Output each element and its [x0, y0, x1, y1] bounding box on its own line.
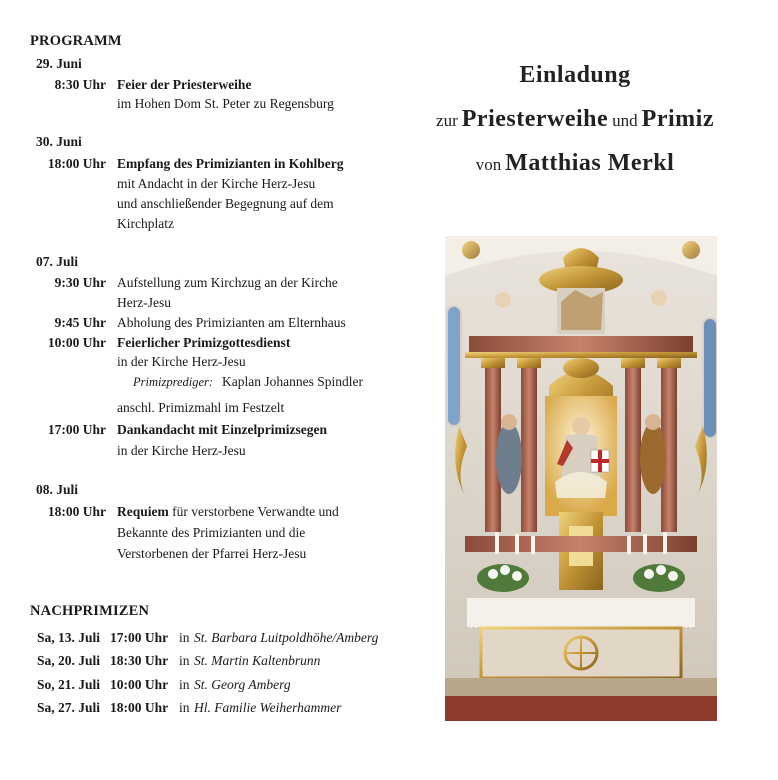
nachprimiz-time: 10:00 Uhr — [110, 677, 169, 692]
event-text: Verstorbenen der Pfarrei Herz-Jesu — [117, 546, 307, 561]
event-text: anschl. Primizmahl im Festzelt — [117, 400, 285, 415]
event-text: Kirchplatz — [117, 216, 174, 231]
event-time: 18:00 Uhr — [47, 156, 106, 171]
nachprimiz-place: St. Georg Amberg — [194, 677, 291, 692]
nachprimiz-in: in — [179, 700, 190, 715]
day-date: 07. Juli — [36, 254, 79, 269]
nachprimiz-date: Sa, 13. Juli — [37, 630, 101, 645]
event-time: 17:00 Uhr — [47, 422, 106, 437]
event-text: und anschließender Begegnung auf dem — [117, 196, 334, 211]
word-und: und — [612, 111, 638, 130]
event-time: 8:30 Uhr — [54, 77, 106, 92]
nachprimiz-place: St. Barbara Luitpoldhöhe/Amberg — [194, 630, 379, 645]
invitation-line-2 — [380, 106, 770, 133]
event-text: Bekannte des Primizianten und die — [117, 525, 306, 540]
event-title: Empfang des Primizianten in Kohlberg — [117, 156, 344, 171]
event-time: 9:45 Uhr — [54, 315, 106, 330]
nachprimiz-place: St. Martin Kaltenbrunn — [194, 653, 321, 668]
day-date: 29. Juni — [36, 56, 82, 71]
event-text-rest: für verstorbene Verwandte und — [168, 504, 339, 519]
nachprimiz-date: Sa, 20. Juli — [37, 653, 101, 668]
program-heading: PROGRAMM — [30, 33, 122, 49]
nachprimiz-time: 18:30 Uhr — [110, 653, 169, 668]
nachprimiz-place: Hl. Familie Weiherhammer — [194, 700, 342, 715]
preacher-label: Primizprediger: — [133, 375, 214, 389]
nachprimizen-heading: NACHPRIMIZEN — [30, 603, 150, 619]
altar-photo — [445, 236, 717, 721]
word-primiz: Primiz — [641, 106, 714, 132]
event-title: Feierlicher Primizgottesdienst — [117, 335, 291, 350]
event-text: Herz-Jesu — [117, 295, 171, 310]
event-text — [117, 504, 339, 520]
day-date: 08. Juli — [36, 482, 79, 497]
event-title: Feier der Priesterweihe — [117, 77, 252, 92]
invitation-title: Einladung — [519, 62, 631, 88]
event-time: 18:00 Uhr — [47, 504, 106, 519]
event-time: 9:30 Uhr — [54, 275, 106, 290]
nachprimiz-date: So, 21. Juli — [37, 677, 101, 692]
nachprimiz-in: in — [179, 677, 190, 692]
nachprimiz-in: in — [179, 653, 190, 668]
event-time: 10:00 Uhr — [47, 335, 106, 350]
nachprimiz-in: in — [179, 630, 190, 645]
nachprimiz-time: 17:00 Uhr — [110, 630, 169, 645]
event-text: mit Andacht in der Kirche Herz-Jesu — [117, 176, 316, 191]
event-title: Requiem — [117, 504, 169, 519]
event-text: Abholung des Primizianten am Elternhaus — [117, 315, 346, 330]
word-zur: zur — [436, 111, 458, 130]
day-date: 30. Juni — [36, 134, 82, 149]
event-text: in der Kirche Herz-Jesu — [117, 443, 246, 458]
event-text: Aufstellung zum Kirchzug an der Kirche — [117, 275, 338, 290]
event-title: Dankandacht mit Einzelprimizsegen — [117, 422, 328, 437]
nachprimiz-date: Sa, 27. Juli — [37, 700, 101, 715]
preacher-name: Kaplan Johannes Spindler — [222, 374, 363, 389]
word-priesterweihe: Priesterweihe — [461, 106, 609, 132]
event-text: in der Kirche Herz-Jesu — [117, 354, 246, 369]
event-text: im Hohen Dom St. Peter zu Regensburg — [117, 96, 334, 111]
word-von: von — [475, 155, 502, 174]
priest-name: Matthias Merkl — [505, 150, 675, 176]
invitation-line-3 — [380, 150, 770, 177]
invitation-line-1 — [380, 62, 770, 89]
nachprimiz-time: 18:00 Uhr — [110, 700, 169, 715]
